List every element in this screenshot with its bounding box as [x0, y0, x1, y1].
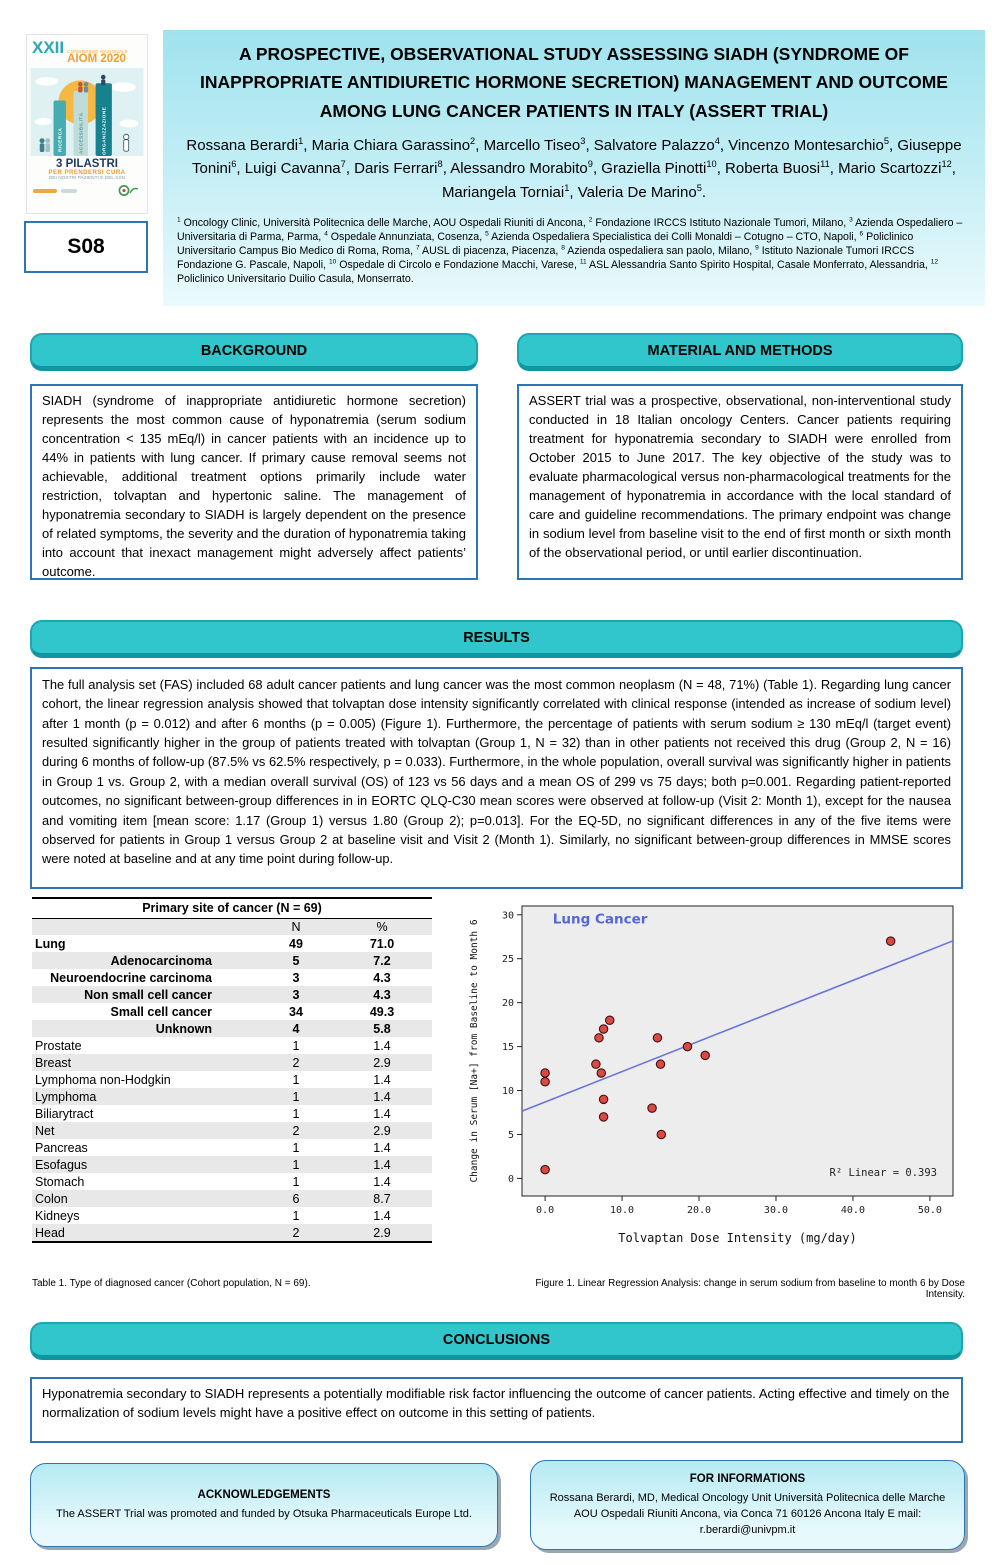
data-point	[606, 1016, 614, 1024]
table-cell: 1.4	[373, 1140, 391, 1155]
table-primary-site	[32, 897, 432, 1243]
table-cell: 5.8	[373, 1021, 391, 1036]
y-tick-label: 15	[501, 1042, 514, 1054]
x-tick-label: 20.0	[686, 1205, 712, 1216]
section-header-results	[30, 620, 963, 658]
table-cell: Lymphoma	[35, 1089, 97, 1104]
table-cell: Neuroendocrine carcinoma	[50, 970, 212, 985]
background-text-box	[30, 384, 478, 580]
table-cell: 1.4	[373, 1208, 391, 1223]
poster-code-badge	[24, 221, 148, 273]
table-cell: 34	[289, 1004, 303, 1019]
table-row	[32, 1003, 432, 1020]
conclusions-text-box	[30, 1377, 963, 1443]
table-cell: 1	[292, 1140, 300, 1155]
section-header-conclusions	[30, 1322, 963, 1360]
table-row	[32, 1054, 432, 1071]
data-point	[657, 1130, 665, 1138]
table-cell: 1.4	[373, 1174, 391, 1189]
table-cell: 7.2	[373, 953, 391, 968]
table-col-n: N	[291, 920, 301, 934]
table-cell: Kidneys	[35, 1208, 80, 1223]
acknowledgements-text: The ASSERT Trial was promoted and funded by Otsuka Pharmaceuticals Europe Ltd.	[56, 1507, 472, 1520]
affiliations-block: $^1$ Oncology Clinic, Università Politecnica delle Marche, AOU Ospedali Riuniti di Ancona, $^2$ Fondazione IRCCS Istituto Nazionale Tumori, Milano, $^3$ Azienda Ospedaliero – Universitaria di Parma, Parma, $^4$ Ospedale Annunziata, Cosenza, $^5$ Azienda Ospedaliera Specialistica dei Colli Monaldi – Cotugno – CTO, Napoli, $^6$ Policlinico Universitario Campus Bio Medico di Roma, Roma, $^7$ AUSL di piacenza, Piacenza, $^8$ Azienda ospedaliera san paolo, Milano, $^9$ Istituto Nazionale Tumori IRCCS Fondazione G. Pascale, Napoli, $^{10}$ Ospedale di Circolo e Fondazione Macchi, Varese, $^{11}$ ASL Alessandria Santo Spirito Hospital, Casale Monferrato, Alessandria, $^{12}$ Policlinico Universitario Duilio Casula, Monserrato.	[177, 216, 963, 285]
poster-code: S08	[67, 235, 105, 258]
data-point	[656, 1060, 664, 1068]
table-cell: 6	[292, 1191, 300, 1206]
aiom-logo-icon	[117, 184, 141, 197]
table-cell: 2	[292, 1055, 300, 1070]
congress-number: XXII	[32, 38, 65, 57]
table-cell: Stomach	[35, 1174, 85, 1189]
section-header-methods	[517, 333, 963, 371]
decorative-bar	[61, 189, 77, 193]
y-tick-label: 0	[507, 1173, 514, 1185]
informations-box	[530, 1460, 965, 1550]
table-row	[32, 1173, 432, 1190]
table-cell: 4.3	[373, 987, 391, 1002]
header-banner	[163, 30, 985, 306]
table-cell: 49.3	[369, 1004, 395, 1019]
table-caption: Table 1. Type of diagnosed cancer (Cohort population, N = 69).	[32, 1278, 311, 1289]
plot-area	[522, 906, 953, 1196]
x-tick-label: 0.0	[536, 1205, 555, 1216]
table-cell: 1	[292, 1089, 300, 1104]
results-text-box	[30, 667, 963, 889]
section-header-label: MATERIAL AND METHODS	[647, 342, 833, 359]
table-row	[32, 1224, 432, 1241]
y-tick-label: 30	[501, 910, 514, 922]
x-axis-label: Tolvaptan Dose Intensity (mg/day)	[618, 1231, 857, 1245]
logo-slogan-2: PER PRENDERSI CURA	[48, 170, 126, 177]
acknowledgements-box	[30, 1463, 498, 1547]
methods-text-box	[517, 384, 963, 580]
congress-name: CONGRESSO NAZIONALE	[67, 49, 129, 54]
x-tick-label: 50.0	[917, 1205, 942, 1216]
table-cell: 1	[292, 1174, 300, 1189]
table-cell: Lung	[35, 936, 66, 951]
data-point	[701, 1051, 709, 1059]
table-row	[32, 935, 432, 952]
data-point	[597, 1069, 605, 1077]
chart-title: Lung Cancer	[552, 911, 648, 928]
table-cell: 1.4	[373, 1106, 391, 1121]
table-cell: 71.0	[369, 936, 395, 951]
congress-illustration	[30, 68, 144, 156]
data-point	[599, 1095, 607, 1103]
table-cell: 2	[292, 1225, 300, 1240]
cloud-icon	[35, 77, 58, 86]
y-axis-label: Change in Serum [Na+] from Baseline to Month 6	[469, 919, 480, 1183]
acknowledgements-title: ACKNOWLEDGEMENTS	[197, 1489, 331, 1502]
scatter-chart	[462, 896, 965, 1258]
data-point	[886, 937, 894, 945]
table-title: Primary site of cancer (N = 69)	[32, 897, 432, 919]
table-row	[32, 1037, 432, 1054]
table-row	[32, 1122, 432, 1139]
background-text: SIADH (syndrome of inappropriate antidiuretic hormone secretion) represents the most common cause of hyponatremia (serum sodium concentration < 135 mEq/l) in cancer patients with an incidence up to 44% in patients with lung cancer. If primary cause removal seems not achievable, additional treatment options primarily include water restriction, tolvaptan and hypertonic saline. The management of hyponatremia secondary to SIADH is largely dependent on the presence of related symptoms, the severity and the duration of hyponatremia taking into account that inexact management might adversely affect patients’ outcome.	[42, 393, 466, 579]
table-cell: Esofagus	[35, 1157, 88, 1172]
data-point	[541, 1165, 549, 1173]
table-cell: 5	[292, 953, 300, 968]
x-tick-label: 40.0	[840, 1205, 865, 1216]
table-row	[32, 1156, 432, 1173]
y-tick-label: 25	[501, 954, 514, 966]
section-header-label: RESULTS	[463, 629, 530, 646]
table-cell: 3	[292, 970, 300, 985]
data-point	[541, 1069, 549, 1077]
table-cell: 2.9	[373, 1225, 391, 1240]
x-tick-label: 30.0	[763, 1205, 789, 1216]
table-cell: Small cell cancer	[110, 1004, 212, 1019]
table-row	[32, 1207, 432, 1224]
table-cell: 1.4	[373, 1089, 391, 1104]
table-row	[32, 986, 432, 1003]
table-cell: 8.7	[373, 1191, 391, 1206]
table-cell: Net	[35, 1123, 55, 1138]
aiom-congress-logo	[26, 34, 148, 214]
table-cell: Lymphoma non-Hodgkin	[35, 1072, 171, 1087]
table-cell: 3	[292, 987, 300, 1002]
table-cell: 4.3	[373, 970, 391, 985]
cloud-icon	[120, 119, 139, 127]
results-text: The full analysis set (FAS) included 68 adult cancer patients and lung cancer was the most common neoplasm (N = 48, 71%) (Table 1). Regarding lung cancer cohort, the linear regression analysis showed that tolvaptan dose intensity significantly correlated with clinical response (intended as increase of sodium level) after 1 month (p = 0.012) and after 6 months (p = 0.005) (Figure 1). Furthermore, the percentage of patients with serum sodium ≥ 130 mEq/l (target event) resulted significantly higher in the group of patients treated with tolvaptan (Group 1, N = 32) than in other patients not received this drug (Group 2, N = 16) during 6 months of follow-up (87.5% vs 62.5% respectively, p = 0.033). Furthermore, in the whole population, overall survival was significantly higher in patients in Group 1 vs. Group 2, with a median overall survival (OS) of 123 vs 56 days and a mean OS of 299 vs 75 days; both p=0.001. Regarding patient-reported outcomes, no significant between-group differences in in EORTC QLQ-C30 mean scores were observed at follow-up (Visit 2: Month 1), except for the nausea and vomiting item [mean score: 1.17 (Group 1) versus 1.80 (Group 2); p=0.013]. For the EQ-5D, no significant differences in any of the five items were observed for patients in Group 1 versus Group 2 at baseline visit and Visit 2 (Month 1). Similarly, no significant between-group differences in MMSE scores were noted at baseline and at any time point during follow-up.	[42, 677, 951, 867]
table-cell: 1	[292, 1157, 300, 1172]
data-point	[541, 1078, 549, 1086]
table-cell: Adenocarcinoma	[110, 953, 212, 968]
figure-1-linear-regression	[462, 896, 965, 1258]
informations-text: Rossana Berardi, MD, Medical Oncology Unit Università Politecnica delle Marche AOU Ospedali Riuniti Ancona, via Conca 71 60126 Ancona Italy E mail: r.berardi@univpm.it	[549, 1491, 946, 1536]
table-cell: Unknown	[155, 1021, 212, 1036]
logo-slogan-3: DEI NOSTRI PAZIENTI E DEL SSN	[48, 176, 126, 182]
data-point	[595, 1034, 603, 1042]
table-cell: 2.9	[373, 1055, 391, 1070]
authors-line: Rossana Berardi$^1$, Maria Chiara Garassino$^2$, Marcello Tiseo$^3$, Salvatore Palazzo$^4$, Vincenzo Montesarchio$^5$, Giuseppe Tonini$^6$, Luigi Cavanna$^7$, Daris Ferrari$^8$, Alessandro Morabito$^9$, Graziella Pinotti$^{10}$, Roberta Buosi$^{11}$, Mario Scartozzi$^{12}$, Mariangela Torniai$^1$, Valeria De Marino$^5$.	[186, 136, 962, 201]
table-cell: 1.4	[373, 1072, 391, 1087]
data-point	[599, 1025, 607, 1033]
table-col-pct: %	[376, 920, 388, 934]
x-tick-label: 10.0	[610, 1205, 635, 1216]
table-row	[32, 1105, 432, 1122]
table-cell: 4	[292, 1021, 300, 1036]
cloud-icon	[111, 82, 136, 92]
table-row	[32, 1139, 432, 1156]
table-cell: 2	[292, 1123, 300, 1138]
conclusions-text: Hyponatremia secondary to SIADH represents a potentially modifiable risk factor influencing the outcome of cancer patients. Acting effective and timely on the normalization of sodium levels might have a positive effect on outcome in this setting of patients.	[42, 1386, 950, 1420]
section-header-label: CONCLUSIONS	[442, 1331, 551, 1348]
table-row	[32, 1020, 432, 1037]
pillar-label-accessibilita: ACCESSIBILITÀ	[79, 112, 85, 154]
data-point	[683, 1042, 691, 1050]
data-point	[599, 1113, 607, 1121]
section-header-label: BACKGROUND	[200, 342, 308, 359]
table-body	[32, 935, 432, 1243]
methods-text: ASSERT trial was a prospective, observational, non-interventional study conducted in 18 Italian oncology Centers. Cancer patients requiring treatment for hyponatremia secondary to SIADH were enrolled from October 2015 to June 2017. The key objective of the study was to evaluate pharmacological versus non-pharmacological treatments for the management of hyponatremia in accordance with the local standard of care and guideline recommendations. The primary endpoint was change in sodium level from baseline visit to the end of first month or sixth month of the observational period, or until earlier discontinuation.	[529, 393, 951, 560]
data-point	[648, 1104, 656, 1112]
congress-logo-header	[30, 38, 144, 67]
table-header-row	[32, 919, 432, 935]
cloud-icon	[34, 117, 51, 124]
decorative-bar	[33, 189, 57, 193]
table-cell: 2.9	[373, 1123, 391, 1138]
table-cell: 49	[289, 936, 303, 951]
table-cell: 1	[292, 1072, 300, 1087]
pillar-label-organizzazione: ORGANIZZAZIONE	[102, 106, 108, 155]
table-cell: 1	[292, 1208, 300, 1223]
table-row	[32, 969, 432, 986]
table-cell: Prostate	[35, 1038, 82, 1053]
table-cell: 1	[292, 1038, 300, 1053]
table-row	[32, 952, 432, 969]
data-point	[592, 1060, 600, 1068]
table-row	[32, 1071, 432, 1088]
table-col-empty	[32, 920, 260, 934]
section-header-background	[30, 333, 478, 371]
table-cell: Colon	[35, 1191, 68, 1206]
y-tick-label: 10	[501, 1086, 514, 1098]
table-cell: Non small cell cancer	[84, 987, 212, 1002]
logo-slogan-1: 3 PILASTRI	[56, 157, 118, 170]
logo-footer	[30, 184, 144, 197]
table-row	[32, 1088, 432, 1105]
y-tick-label: 5	[507, 1129, 514, 1141]
y-tick-label: 20	[501, 998, 514, 1010]
table-cell: 1	[292, 1106, 300, 1121]
data-point	[653, 1034, 661, 1042]
figure-caption: Figure 1. Linear Regression Analysis: change in serum sodium from baseline to month 6 by Dose Intensity.	[535, 1278, 965, 1300]
pillar-label-ricerca: RICERCA	[58, 127, 64, 152]
congress-year: AIOM 2020	[67, 53, 126, 65]
table-row	[32, 1190, 432, 1207]
poster-title: A PROSPECTIVE, OBSERVATIONAL STUDY ASSESSING SIADH (SYNDROME OF INAPPROPRIATE ANTIDIURETIC HORMONE SECRETION) MANAGEMENT AND OUTCOME AMONG LUNG CANCER PATIENTS IN ITALY (ASSERT TRIAL)	[200, 44, 948, 121]
informations-title: FOR INFORMATIONS	[689, 1473, 806, 1486]
table-cell: 1.4	[373, 1038, 391, 1053]
r-squared-label: R² Linear = 0.393	[829, 1167, 937, 1179]
table-cell: Biliarytract	[35, 1106, 94, 1121]
table-cell: Pancreas	[35, 1140, 88, 1155]
table-cell: Head	[35, 1225, 65, 1240]
table-cell: Breast	[35, 1055, 72, 1070]
table-cell: 1.4	[373, 1157, 391, 1172]
